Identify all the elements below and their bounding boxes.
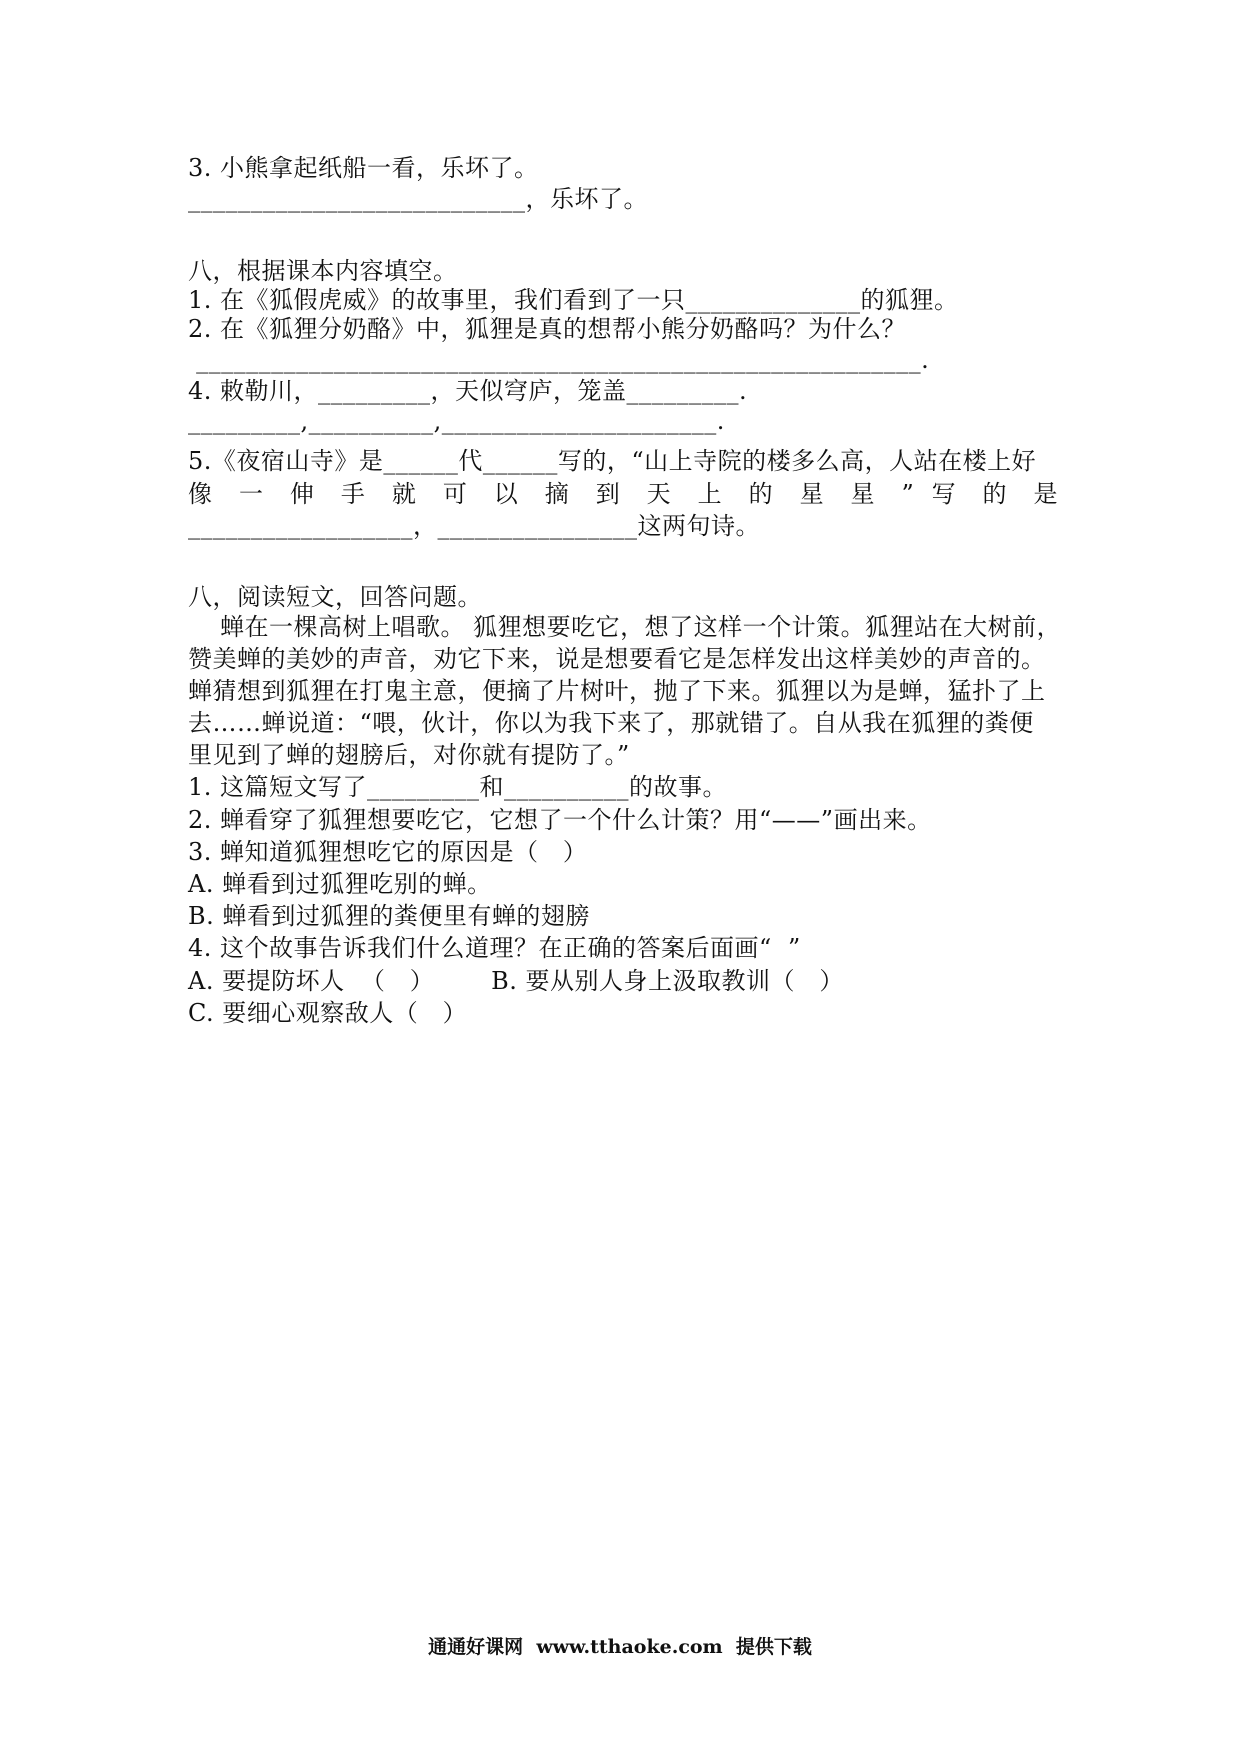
fill-question-4: 4. 敕勒川，_________，天似穹庐，笼盖_________. bbox=[188, 377, 748, 405]
reading-question-2: 2. 蝉看穿了狐狸想要吃它，它想了一个什么计策？用“——”画出来。 bbox=[188, 806, 932, 834]
reading-question-3-option-a: A. 蝉看到过狐狸吃别的蝉。 bbox=[188, 870, 492, 898]
fill-question-5-line-3: __________________，________________这两句诗。 bbox=[188, 512, 760, 540]
section-reading-title: 八，阅读短文，回答问题。 bbox=[188, 583, 482, 611]
fill-question-5-line-1: 5.《夜宿山寺》是______代______写的，“山上寺院的楼多么高，人站在楼上好 bbox=[188, 447, 1037, 475]
passage-line: 里见到了蝉的翅膀后，对你就有提防了。” bbox=[188, 741, 630, 769]
fill-question-2-answer-line: __________________________________________________________. bbox=[188, 346, 930, 374]
question-3-text: 3. 小熊拿起纸船一看，乐坏了。 bbox=[188, 154, 539, 182]
reading-question-4: 4. 这个故事告诉我们什么道理？在正确的答案后面画“ ” bbox=[188, 934, 801, 962]
page-footer: 通通好课网 www.tthaoke.com 提供下载 bbox=[428, 1636, 812, 1658]
passage-line: 蝉在一棵高树上唱歌。 狐狸想要吃它，想了这样一个计策。狐狸站在大树前， bbox=[220, 613, 1062, 641]
fill-question-2: 2. 在《狐狸分奶酪》中，狐狸是真的想帮小熊分奶酪吗？为什么？ bbox=[188, 315, 907, 343]
reading-question-3-option-b: B. 蝉看到过狐狸的粪便里有蝉的翅膀 bbox=[188, 902, 590, 930]
reading-question-1: 1. 这篇短文写了_________和__________的故事。 bbox=[188, 773, 728, 801]
passage-line: 蝉猜想到狐狸在打鬼主意，便摘了片树叶，抛了下来。狐狸以为是蝉，猛扑了上 bbox=[188, 677, 1046, 705]
passage-line: 去……蝉说道：“喂，伙计，你以为我下来了，那就错了。自从我在狐狸的粪便 bbox=[188, 709, 1034, 737]
fill-question-4-answer-line: _________,__________,______________________. bbox=[188, 407, 725, 435]
section-fill-title: 八，根据课本内容填空。 bbox=[188, 257, 458, 285]
question-3-answer-line: ___________________________，乐坏了。 bbox=[188, 185, 648, 213]
fill-question-1: 1. 在《狐假虎威》的故事里，我们看到了一只______________的狐狸。 bbox=[188, 286, 959, 314]
reading-question-4-options-ab: A. 要提防坏人 （ ） B. 要从别人身上汲取教训（ ） bbox=[188, 967, 844, 995]
fill-question-5-line-2: 像 一 伸 手 就 可 以 摘 到 天 上 的 星 星 ” 写 的 是 bbox=[188, 480, 1058, 508]
passage-line: 赞美蝉的美妙的声音，劝它下来，说是想要看它是怎样发出这样美妙的声音的。 bbox=[188, 645, 1046, 673]
reading-question-3: 3. 蝉知道狐狸想吃它的原因是（ ） bbox=[188, 838, 588, 866]
reading-question-4-option-c: C. 要细心观察敌人（ ） bbox=[188, 999, 468, 1027]
